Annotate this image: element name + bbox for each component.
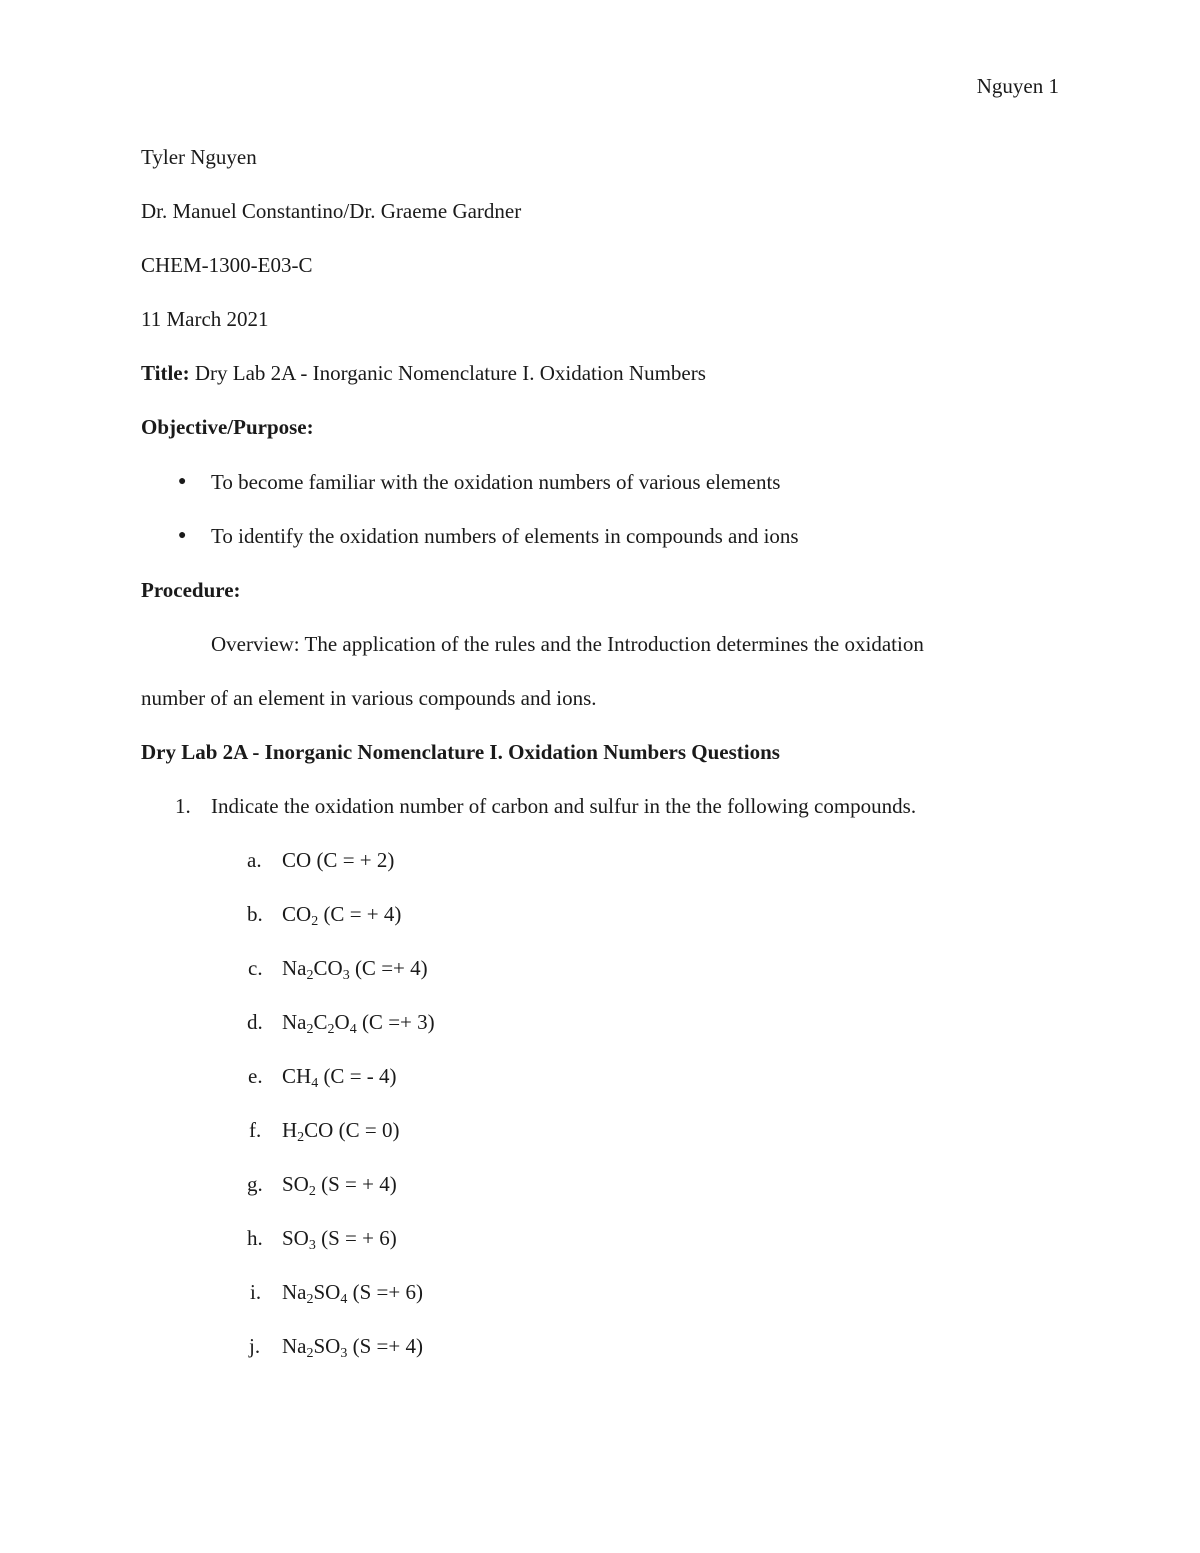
answer-letter: i. [250, 1280, 262, 1304]
oxidation-answer: (S = + 4) [315, 1172, 397, 1196]
answer-letter: d. [247, 1010, 263, 1034]
questions-heading: Dry Lab 2A - Inorganic Nomenclature I. Oxidation Numbers Questions [141, 740, 780, 764]
objective-item: To identify the oxidation numbers of elements in compounds and ions [211, 524, 799, 548]
answer-text [282, 846, 394, 874]
answer-letter: h. [247, 1226, 263, 1250]
answer-text [282, 1116, 399, 1144]
answer-letter: g. [247, 1172, 263, 1196]
procedure-overview-line1: Overview: The application of the rules and the Introduction determines the oxidation [211, 632, 924, 656]
objective-heading: Objective/Purpose: [141, 415, 314, 439]
chemical-formula: $Na_2C_2O_4$ [282, 1010, 357, 1037]
title-text: Dry Lab 2A - Inorganic Nomenclature I. Oxidation Numbers [189, 361, 706, 385]
title-line [141, 359, 706, 387]
course-code: CHEM-1300-E03-C [141, 253, 313, 277]
oxidation-answer: (C =+ 4) [349, 956, 428, 980]
chemical-formula: $Na_2SO_3$ [282, 1334, 348, 1361]
oxidation-answer: (C = - 4) [318, 1064, 397, 1088]
chemical-formula: $SO_2$ [282, 1172, 316, 1199]
date: 11 March 2021 [141, 307, 269, 331]
chemical-formula: $Na_2SO_4$ [282, 1280, 348, 1307]
procedure-heading: Procedure: [141, 578, 241, 602]
oxidation-answer: (S = + 6) [315, 1226, 397, 1250]
answer-text [282, 1332, 423, 1360]
oxidation-answer: (C = + 2) [311, 848, 395, 872]
answer-text [282, 900, 401, 928]
answer-letter: e. [248, 1064, 263, 1088]
oxidation-answer: (C =+ 3) [356, 1010, 435, 1034]
answer-letter: a. [247, 848, 262, 872]
title-label: Title: [141, 361, 190, 385]
chemical-formula: $SO_3$ [282, 1226, 316, 1253]
bullet-icon: ● [178, 474, 187, 489]
running-head: Nguyen 1 [976, 74, 1059, 98]
bullet-icon: ● [178, 528, 187, 543]
chemical-formula: $CH_4$ [282, 1064, 319, 1091]
answer-text [282, 1278, 423, 1306]
objective-item: To become familiar with the oxidation numbers of various elements [211, 470, 781, 494]
answer-text [282, 1062, 397, 1090]
oxidation-answer: (C = 0) [333, 1118, 400, 1142]
answer-text [282, 954, 428, 982]
answer-letter: f. [249, 1118, 262, 1142]
student-name: Tyler Nguyen [141, 145, 257, 169]
chemical-formula: CO [282, 848, 312, 872]
answer-text [282, 1224, 397, 1252]
chemical-formula: $CO_2$ [282, 902, 319, 929]
question-text: Indicate the oxidation number of carbon and sulfur in the the following compounds. [211, 794, 917, 818]
answer-text [282, 1170, 397, 1198]
answer-letter: c. [248, 956, 263, 980]
oxidation-answer: (C = + 4) [318, 902, 402, 926]
chemical-formula: $Na_2CO_3$ [282, 956, 350, 983]
oxidation-answer: (S =+ 6) [347, 1280, 423, 1304]
chemical-formula: $H_2CO$ [282, 1118, 334, 1145]
answer-letter: j. [249, 1334, 261, 1358]
question-number: 1. [175, 794, 191, 818]
answer-text [282, 1008, 435, 1036]
instructor-names: Dr. Manuel Constantino/Dr. Graeme Gardner [141, 199, 522, 223]
oxidation-answer: (S =+ 4) [347, 1334, 423, 1358]
answer-letter: b. [247, 902, 263, 926]
procedure-overview-line2: number of an element in various compounds and ions. [141, 686, 597, 710]
